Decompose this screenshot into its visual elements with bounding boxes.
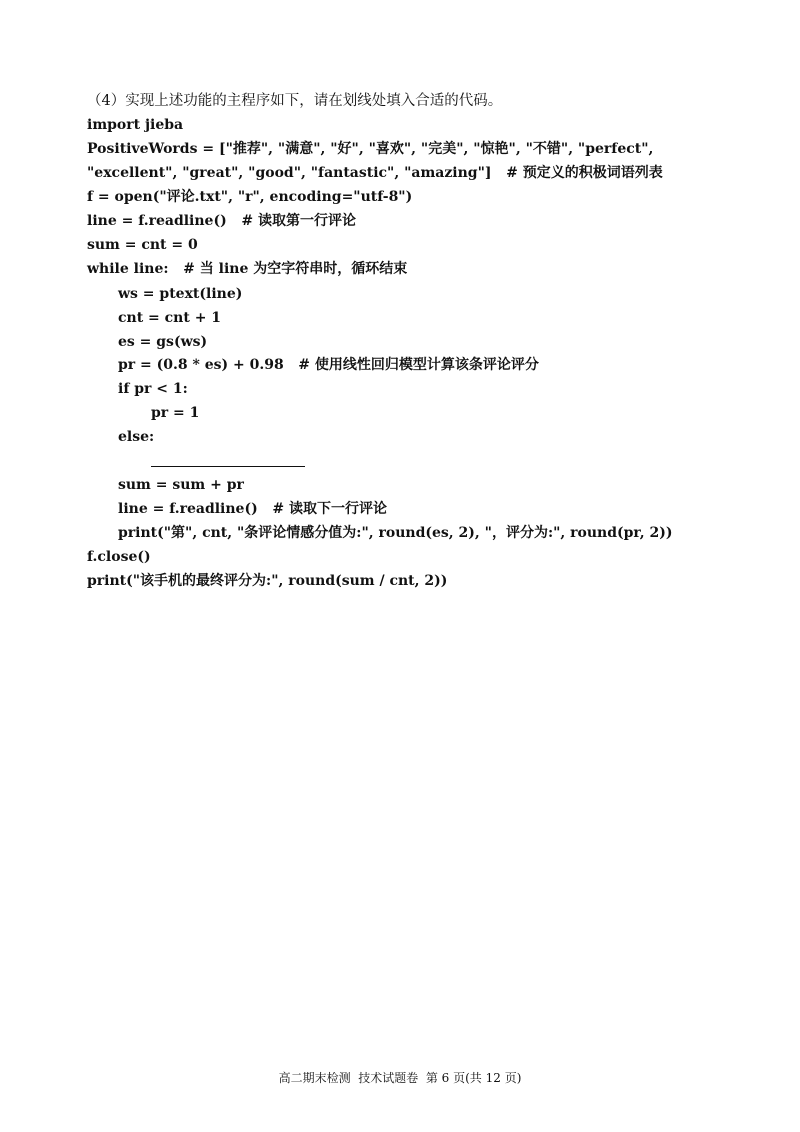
code-line: else: [118, 429, 155, 445]
code-line: print("该手机的最终评分为:", round(sum / cnt, 2)) [87, 573, 448, 589]
code-line: es = gs(ws) [118, 334, 208, 350]
code-line: line = f.readline() # 读取第一行评论 [87, 213, 356, 229]
code-line: line = f.readline() # 读取下一行评论 [118, 501, 387, 517]
code-line: sum = cnt = 0 [87, 237, 198, 253]
code-line: ws = ptext(line) [118, 286, 243, 302]
code-line: import jieba [87, 117, 184, 133]
code-line: pr = 1 [151, 405, 200, 421]
code-line: PositiveWords = ["推荐", "满意", "好", "喜欢", "完美", "惊艳", "不错", "perfect", [87, 141, 654, 157]
code-line: "excellent", "great", "good", "fantastic", "amazing"] # 预定义的积极词语列表 [87, 165, 663, 181]
code-line: while line: # 当 line 为空字符串时，循环结束 [87, 261, 408, 277]
code-line: pr = (0.8 * es) + 0.98 # 使用线性回归模型计算该条评论评分 [118, 357, 539, 373]
code-line: sum = sum + pr [118, 477, 244, 493]
code-line: f = open("评论.txt", "r", encoding="utf-8") [87, 189, 413, 205]
code-line: if pr < 1: [118, 381, 188, 397]
page-footer: 高二期末检测 技术试题卷 第 6 页(共 12 页) [278, 1071, 522, 1085]
code-line: f.close() [87, 549, 151, 565]
question-intro: （4）实现上述功能的主程序如下，请在划线处填入合适的代码。 [87, 93, 503, 109]
code-line: cnt = cnt + 1 [118, 310, 222, 326]
code-line: print("第", cnt, "条评论情感分值为:", round(es, 2), "，评分为:", round(pr, 2)) [118, 525, 673, 541]
answer-blank-line [151, 466, 305, 467]
